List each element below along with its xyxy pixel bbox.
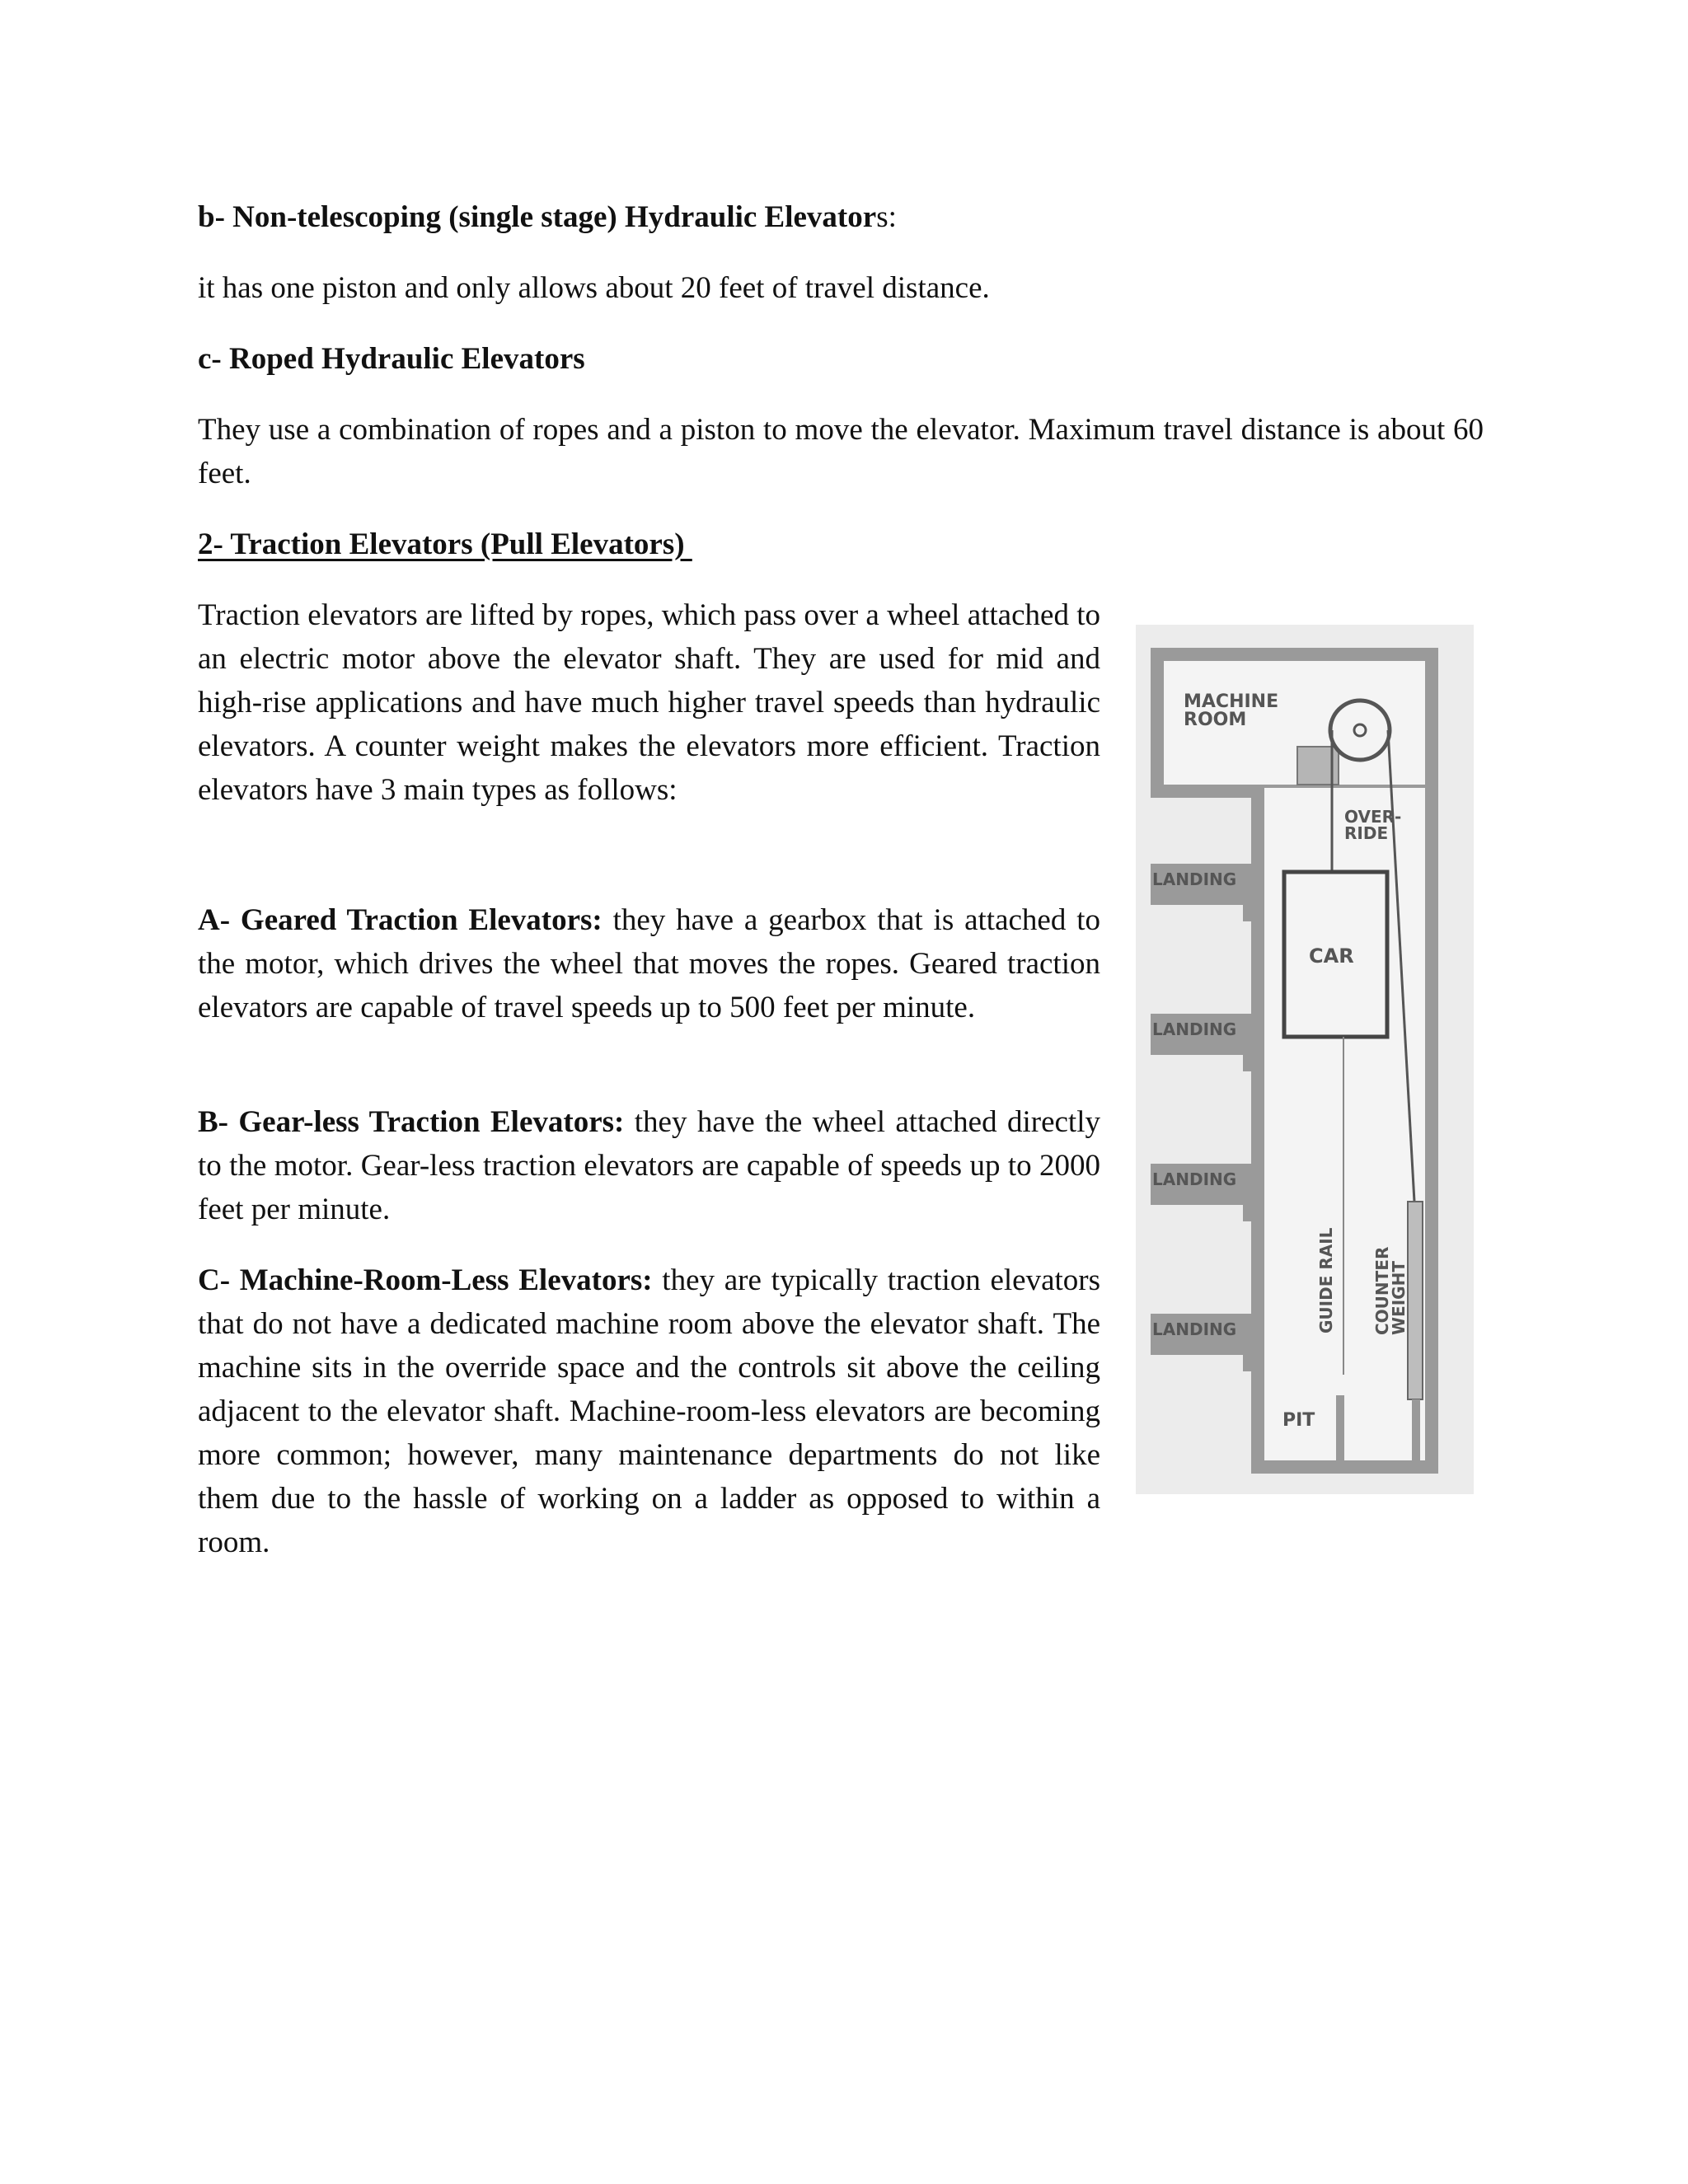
pit-label: PIT — [1282, 1410, 1315, 1431]
car-label: CAR — [1309, 944, 1354, 968]
machine-room-less-text: they are typically traction elevators that do not have a dedicated machine room above the elevator shaft. The machine sits in the override space and the controls sit above the ceiling adjacent to the elevator shaft. Machine-room-less elevators are becoming more common; however, many maintenance departments do not like them due to the hassle of working on a ladder as opposed to within a room. — [198, 1263, 1101, 1559]
heading-roped-hydraulic: c- Roped Hydraulic Elevators — [198, 342, 585, 376]
machine-room-label-2: ROOM — [1184, 710, 1247, 730]
override-label-1: OVER- — [1344, 807, 1402, 827]
machine-room-label-1: MACHINE — [1184, 691, 1279, 712]
heading-non-telescoping-tail: s: — [876, 200, 897, 234]
override-label-2: RIDE — [1344, 823, 1389, 843]
elevator-diagram-svg — [1136, 625, 1474, 1494]
paragraph-machine-room-less — [198, 1258, 1100, 1564]
landing-label-4: LANDING — [1152, 1319, 1237, 1339]
gearless-traction-label: B- Gear-less Traction Elevators: — [198, 1105, 625, 1139]
machine-room-less-label: C- Machine-Room-Less Elevators: — [198, 1263, 653, 1297]
landing-label-3: LANDING — [1152, 1169, 1237, 1189]
geared-traction-label: A- Geared Traction Elevators: — [198, 903, 603, 937]
paragraph-traction-intro: Traction elevators are lifted by ropes, which pass over a wheel attached to an electric motor above the elevator shaft. They are used for mid and high-rise applications and have much higher travel speeds than hydraulic elevators. A counter weight makes the elevators more efficient. Traction elevators have 3 main types as follows: — [198, 598, 1100, 807]
sheave-hub — [1354, 724, 1366, 736]
paragraph-non-telescoping: it has one piston and only allows about 20 feet of travel distance. — [198, 271, 990, 305]
heading-traction-elevators — [198, 523, 1484, 566]
counter-weight — [1408, 1202, 1423, 1399]
landing-label-1: LANDING — [1152, 869, 1237, 889]
heading-traction-elevators-text: 2- Traction Elevators (Pull Elevators) — [198, 527, 692, 561]
guide-rail-label: GUIDE RAIL — [1316, 1227, 1336, 1333]
paragraph-geared-traction — [198, 898, 1100, 1029]
geared-traction-text: they have a gearbox that is attached to the motor, which drives the wheel that moves the ropes. Geared traction elevators are capable of travel speeds up to 500 feet per minute. — [198, 903, 1100, 1024]
heading-non-telescoping — [198, 195, 1484, 239]
heading-non-telescoping-bold: b- Non-telescoping (single stage) Hydraulic Elevator — [198, 200, 877, 234]
counter-weight-label-1: COUNTER — [1372, 1246, 1392, 1335]
gearless-traction-text: they have the wheel attached directly to the motor. Gear-less traction elevators are capable of speeds up to 2000 feet per minute. — [198, 1105, 1100, 1226]
car-buffer — [1336, 1395, 1344, 1460]
machine-room-floor — [1264, 785, 1425, 788]
paragraph-gearless-traction — [198, 1100, 1100, 1231]
elevator-diagram — [1136, 625, 1474, 1494]
landing-label-2: LANDING — [1152, 1019, 1237, 1039]
counterweight-buffer — [1412, 1399, 1420, 1460]
counter-weight-label-2: WEIGHT — [1389, 1261, 1409, 1335]
paragraph-roped-hydraulic: They use a combination of ropes and a piston to move the elevator. Maximum travel distance is about 60 feet. — [198, 413, 1484, 490]
